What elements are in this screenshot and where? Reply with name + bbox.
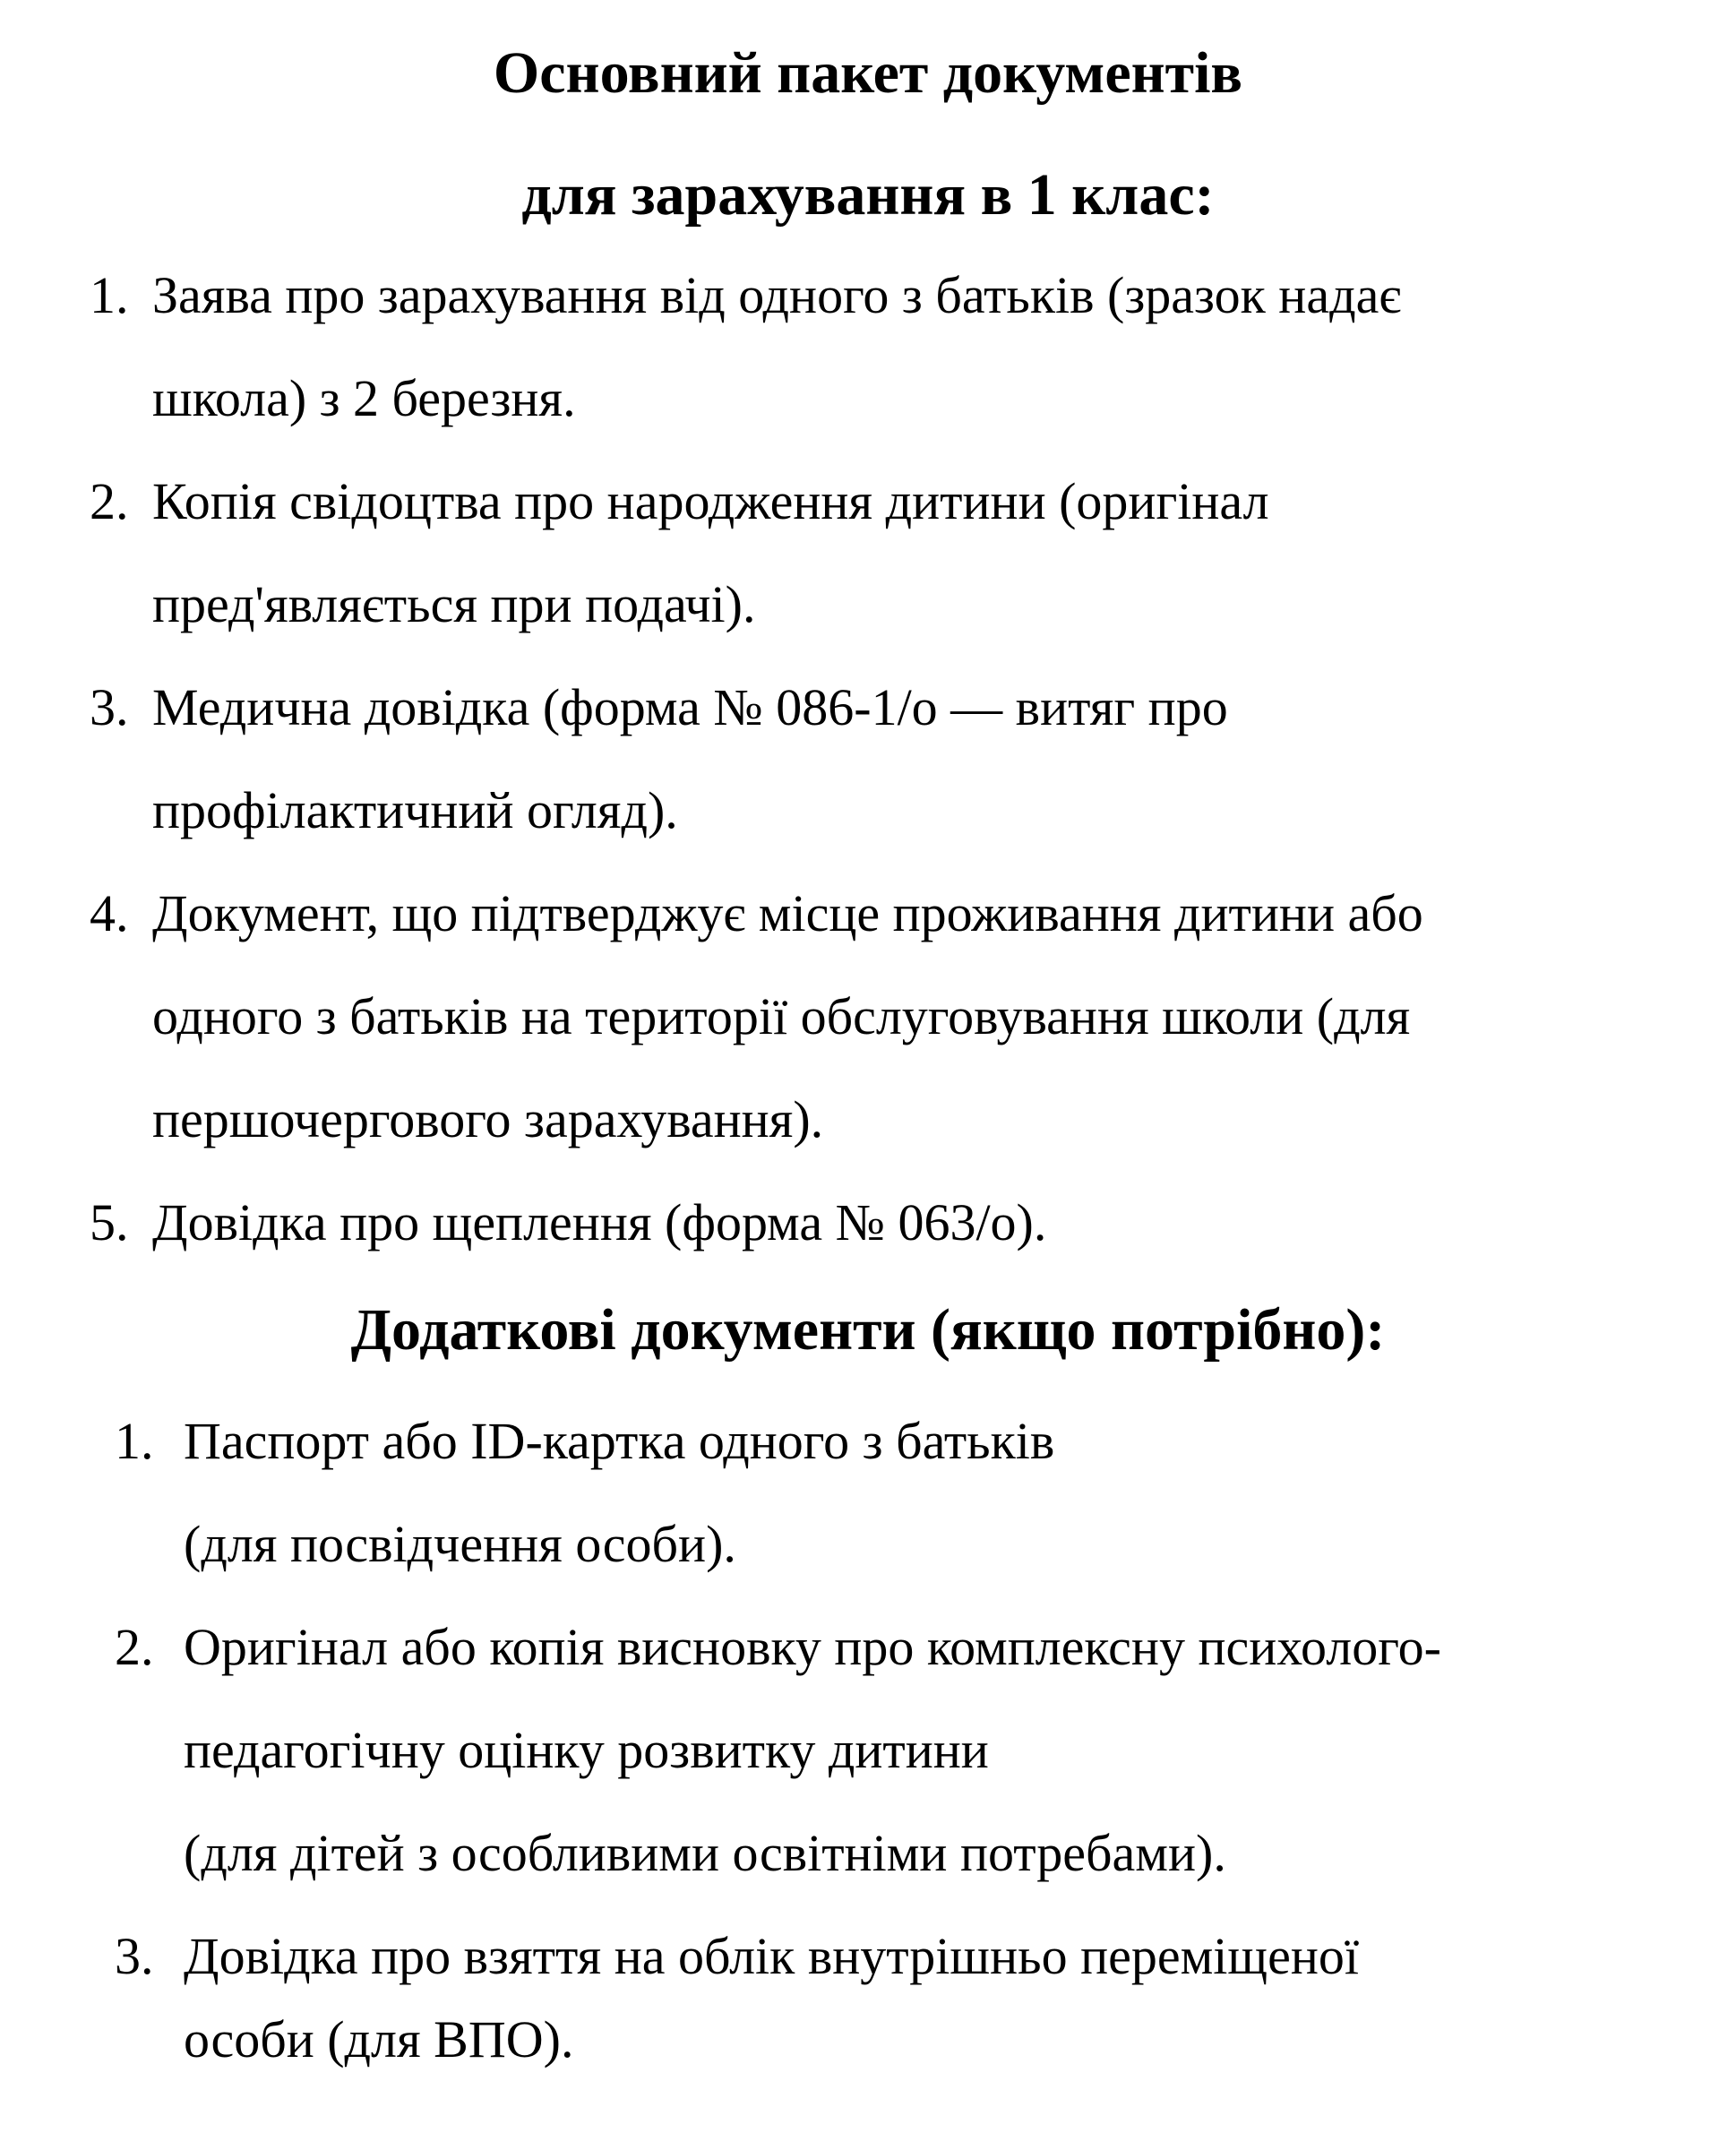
list-item-number: 2.	[115, 1618, 154, 1676]
list-item-text	[152, 1171, 1736, 1274]
list-item-number: 5.	[90, 1193, 129, 1251]
list-item-line: Копія свідоцтва про народження дитини (оригінал	[152, 472, 1269, 530]
list-item-text	[152, 244, 1736, 450]
list-item	[115, 1905, 1736, 2091]
document-title: Основний пакет документів	[493, 40, 1243, 106]
list-item-number: 3.	[115, 1927, 154, 1985]
list-item-text	[152, 656, 1736, 862]
list-item-number: 1.	[115, 1412, 154, 1470]
list-item	[115, 1389, 1736, 1595]
list-item-line: особи (для ВПО).	[184, 2010, 574, 2068]
list-item-line: Довідка про взяття на облік внутрішньо переміщеної	[184, 1927, 1359, 1985]
list-item-text	[152, 862, 1736, 1171]
list-item-line: профілактичний огляд).	[152, 781, 678, 839]
list-item-line: Заява про зарахування від одного з батьків (зразок надає	[152, 266, 1402, 324]
list-item-text	[152, 450, 1736, 656]
main-document-list	[0, 244, 1736, 1274]
list-item-line: Медична довідка (форма № 086-1/о — витяг про	[152, 678, 1228, 736]
list-item-line: Документ, що підтверджує місце проживання дитини або	[152, 884, 1423, 942]
list-item	[90, 450, 1736, 656]
document-subtitle: для зарахування в 1 клас:	[521, 162, 1215, 228]
list-item-line: Паспорт або ID-картка одного з батьків	[184, 1412, 1055, 1470]
list-item-text	[184, 1905, 1736, 2091]
list-item-line: Оригінал або копія висновку про комплексну психолого-	[184, 1618, 1441, 1676]
additional-document-list	[0, 1389, 1736, 2091]
list-item-number: 4.	[90, 884, 129, 942]
list-item	[90, 656, 1736, 862]
list-item-text	[184, 1595, 1736, 1905]
list-item-line: (для посвідчення особи).	[184, 1515, 736, 1573]
list-item-line: педагогічну оцінку розвитку дитини	[184, 1721, 989, 1779]
list-item-line: першочергового зарахування).	[152, 1090, 824, 1148]
list-item-line: (для дітей з особливими освітніми потребами).	[184, 1824, 1226, 1882]
list-item-number: 2.	[90, 472, 129, 530]
list-item-number: 1.	[90, 266, 129, 324]
list-item	[90, 244, 1736, 450]
list-item	[115, 1595, 1736, 1905]
list-item-number: 3.	[90, 678, 129, 736]
list-item	[90, 862, 1736, 1171]
list-item-line: Довідка про щеплення (форма № 063/о).	[152, 1193, 1047, 1251]
list-item	[90, 1171, 1736, 1274]
list-item-line: одного з батьків на території обслуговування школи (для	[152, 987, 1411, 1045]
list-item-line: пред'являється при подачі).	[152, 575, 756, 633]
list-item-text	[184, 1389, 1736, 1595]
list-item-line: школа) з 2 березня.	[152, 369, 576, 427]
additional-documents-heading: Додаткові документи (якщо потрібно):	[350, 1297, 1386, 1363]
